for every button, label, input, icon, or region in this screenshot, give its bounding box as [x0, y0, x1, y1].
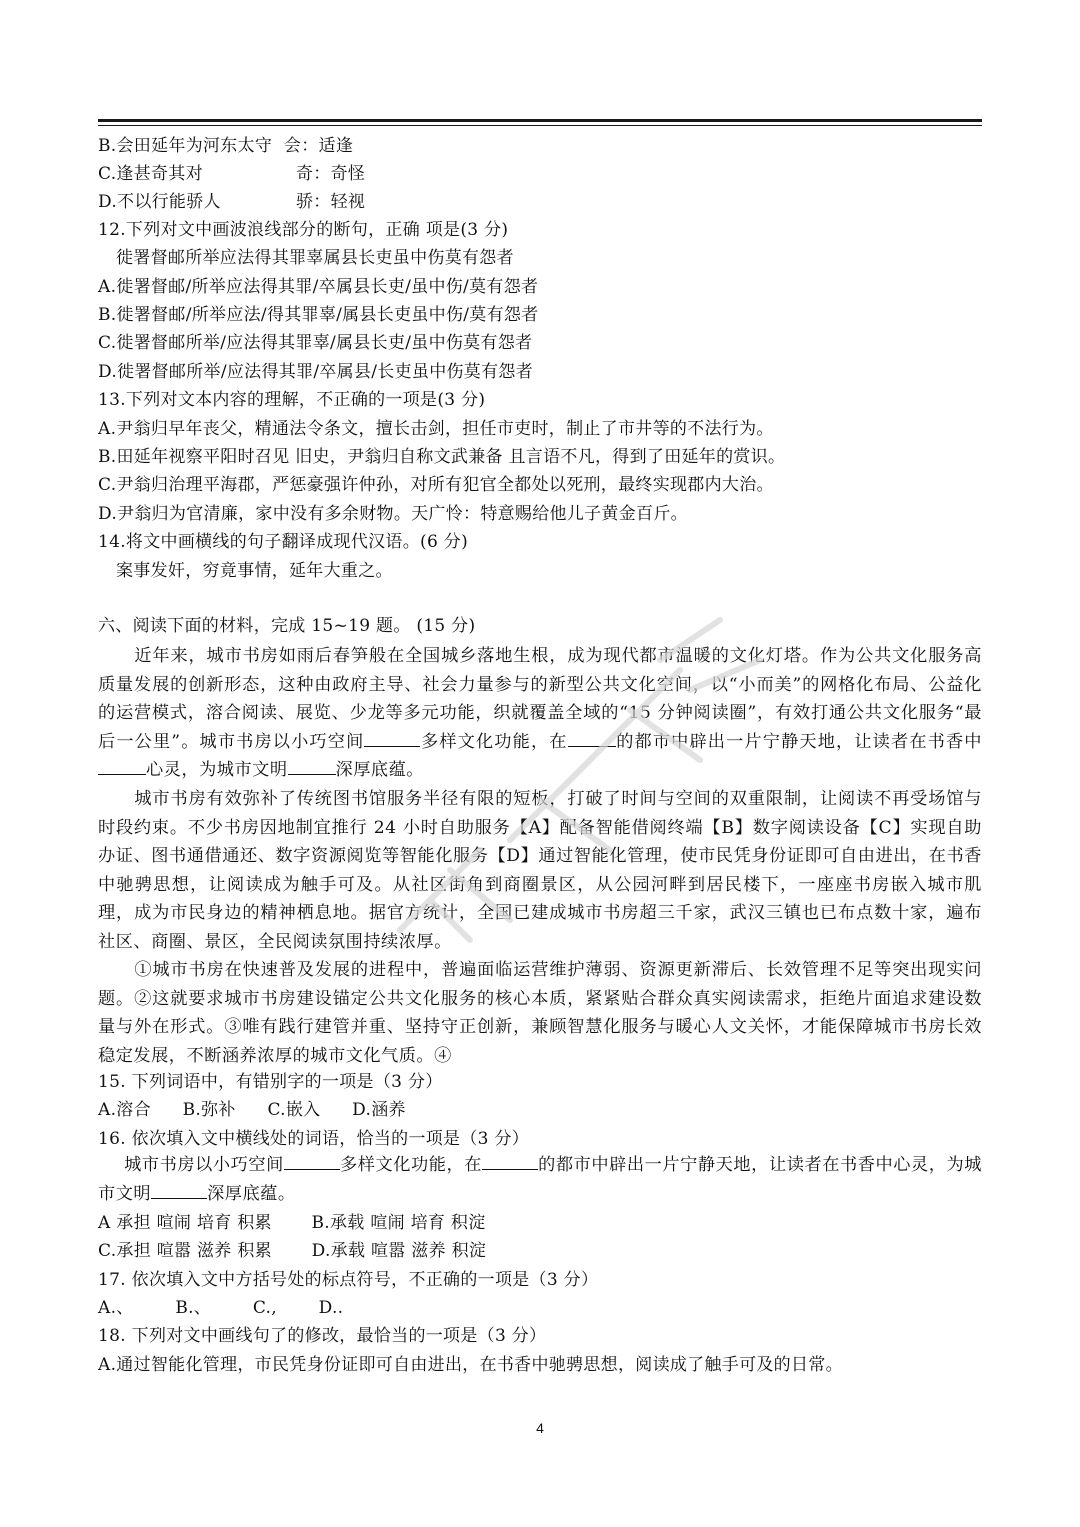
q16-blank-2	[482, 1155, 538, 1170]
q12-option-b: B.徙署督邮/所举应法/得其罪辜/属县长吏虽中伤/莫有怨者	[98, 305, 539, 325]
p1-text-d: 心灵，为城市文明	[146, 760, 288, 781]
section6-paragraph-3	[98, 956, 982, 1070]
header-rule-thin	[98, 125, 982, 126]
p2-text: 城市书房有效弥补了传统图书馆服务半径有限的短板，打破了时间与空间的双重限制，让阅读不再受场馆与时段约束。不少书房因地制宜推行 24 小时自助服务【A】配备智能借阅终端【B】数字阅读设备【C】实现自助办证、图书通借通还、数字资源阅览等智能化服务【D】通过智能化管理，使市民凭身份证即可自由进出，在书香中驰骋思想，让阅读成为触手可及。从社区街角到商圈景区，从公园河畔到居民楼下，一座座书房嵌入城市肌理，成为市民身边的精神栖息地。据官方统计，全国已建成城市书房超三千家，武汉三镇也已布点数十家，遍布社区、商圈、景区，全民阅读氛围持续浓厚。	[98, 789, 982, 952]
p1-text-c: 的都市中辟出一片宁静天地，让读者在书香中	[615, 731, 982, 752]
option-text: C.逢甚奇其对	[98, 164, 203, 184]
blank-2	[568, 732, 616, 747]
section6-paragraph-1	[98, 642, 982, 785]
q16-option-c: C.承担 喧嚣 滋养 积累	[98, 1241, 272, 1261]
blank-1	[364, 732, 420, 747]
q17-option-d: D..	[318, 1298, 344, 1318]
header-rule-thick	[98, 119, 982, 122]
q15-option-d: D.涵养	[352, 1100, 406, 1120]
p1-text-e: 深厚底蕴。	[335, 760, 424, 781]
q18-stem: 18. 下列对文中画线句了的修改，最恰当的一项是（3 分）	[98, 1326, 547, 1346]
q15-option-b: B.弥补	[182, 1100, 236, 1120]
q16-options-row2	[98, 1239, 520, 1263]
q18-option-a: A.通过智能化管理，市民凭身份证即可自由进出，在书香中驰骋思想，阅读成了触手可及的日常。	[98, 1355, 843, 1375]
q12-passage: 徙署督邮所举应法得其罪辜属县长吏虽中伤莫有怨者	[116, 248, 514, 268]
q11-option-b	[98, 134, 353, 158]
q16-option-a: A 承担 喧闹 培育 积累	[98, 1213, 272, 1233]
q17-stem: 17. 依次填入文中方括号处的标点符号，不正确的一项是（3 分）	[98, 1270, 599, 1290]
q16-blank-1	[284, 1155, 340, 1170]
option-gloss: 骄：轻视	[296, 192, 366, 212]
q16-text-c: 的都市中辟出一片宁静天地，让读者在书香中	[538, 1155, 894, 1175]
q16-text-a: 城市书房以小巧空间	[124, 1155, 284, 1175]
q11-option-d	[98, 190, 221, 214]
section6-heading: 六、阅读下面的材料，完成 15~19 题。 (15 分)	[98, 616, 476, 636]
p3-text: ①城市书房在快速普及发展的进程中，普遍面临运营维护薄弱、资源更新滞后、长效管理不足等突出现实问题。②这就要求城市书房建设锚定公共文化服务的核心本质，紧紧贴合群众真实阅读需求，拒绝片面追求建设数量与外在形式。③唯有践行建管并重、坚持守正创新，兼顾智慧化服务与暖心人文关怀，才能保障城市书房长效稳定发展，不断涵养浓厚的城市文化气质。④	[98, 960, 982, 1066]
q13-option-c: C.尹翁归治理平海郡，严惩豪强许仲孙，对所有犯官全都处以死刑，最终实现郡内大治。	[98, 475, 774, 495]
q16-option-d: D.承载 喧嚣 滋养 积淀	[311, 1241, 487, 1261]
q16-text-b: 多样文化功能，在	[339, 1155, 483, 1175]
q11-option-c	[98, 162, 203, 186]
q15-option-a: A.溶合	[98, 1100, 151, 1120]
q12-option-d: D.徙署督邮所举/应法得其罪/卒属县/长吏虽中伤莫有怨者	[98, 362, 534, 382]
q13-option-b: B.田延年视察平阳时召见 旧史，尹翁归自称文武兼备 且言语不凡，得到了田延年的赏识。	[98, 447, 786, 467]
page-number: 4	[536, 1420, 544, 1436]
q13-option-d: D.尹翁归为官清廉，家中没有多余财物。天广怜：特意赐给他儿子黄金百斤。	[98, 504, 688, 524]
q14-stem: 14.将文中画横线的句子翻译成现代汉语。(6 分)	[98, 532, 469, 552]
q17-option-a: A.、	[98, 1298, 134, 1318]
q12-stem: 12.下列对文中画波浪线部分的断句，正确 项是(3 分)	[98, 220, 509, 240]
q17-option-b: B.、	[175, 1298, 212, 1318]
q15-stem: 15. 下列词语中，有错别字的一项是（3 分）	[98, 1072, 443, 1092]
q16-sentence	[98, 1151, 982, 1208]
q13-option-a: A.尹翁归早年丧父，精通法令条文，擅长击剑，担任市吏时，制止了市井等的不法行为。	[98, 419, 774, 439]
option-text: D.不以行能骄人	[98, 192, 221, 212]
q13-stem: 13.下列对文本内容的理解，不正确的一项是(3 分)	[98, 390, 486, 410]
q16-stem: 16. 依次填入文中横线处的词语，恰当的一项是（3 分）	[98, 1129, 530, 1149]
q12-option-a: A.徙署督邮/所举应法得其罪/卒属县长吏/虽中伤/莫有怨者	[98, 277, 539, 297]
q17-options	[98, 1296, 369, 1320]
option-gloss: 奇：奇怪	[296, 164, 366, 184]
section6-paragraph-2	[98, 785, 982, 957]
q16-options-row1	[98, 1211, 520, 1235]
q14-sentence: 案事发奸，穷竟事情，延年大重之。	[116, 561, 393, 581]
q15-option-c: C.嵌入	[267, 1100, 321, 1120]
option-text: B.会田延年为河东太守	[98, 136, 273, 156]
option-gloss: 会：适逢	[283, 136, 354, 156]
blank-3	[98, 760, 146, 775]
p1-text-a: 近年来，城市书房如雨后春笋般在全国城乡落地生根，成为现代都市温暖的文化灯塔。作为公共文化服务高质量发展的创新形态，这种由政府主导、社会力量参与的新型公共文化空间，以“小而美”的网格化布局、公益化的运营模式，溶合阅读、展览、少龙等多元功能，织就覆盖全域的“15 分钟阅读圈”，有效打通公共文化服务“最后一公里”。城市书房以小巧空间	[98, 646, 982, 752]
q16-blank-3	[151, 1184, 207, 1199]
q12-option-c: C.徙署督邮所举/应法得其罪辜/属县长吏/虽中伤莫有怨者	[98, 333, 533, 353]
q16-text-e: 深厚底蕴。	[207, 1183, 296, 1204]
q16-option-b: B.承载 喧闹 培育 积淀	[311, 1213, 486, 1233]
q16-text-d: 心灵，为城市文明	[98, 1155, 982, 1204]
p1-text-b: 多样文化功能，在	[420, 731, 568, 752]
q15-options	[98, 1098, 432, 1122]
blank-4	[288, 760, 336, 775]
q17-option-c: C.,	[252, 1298, 277, 1318]
